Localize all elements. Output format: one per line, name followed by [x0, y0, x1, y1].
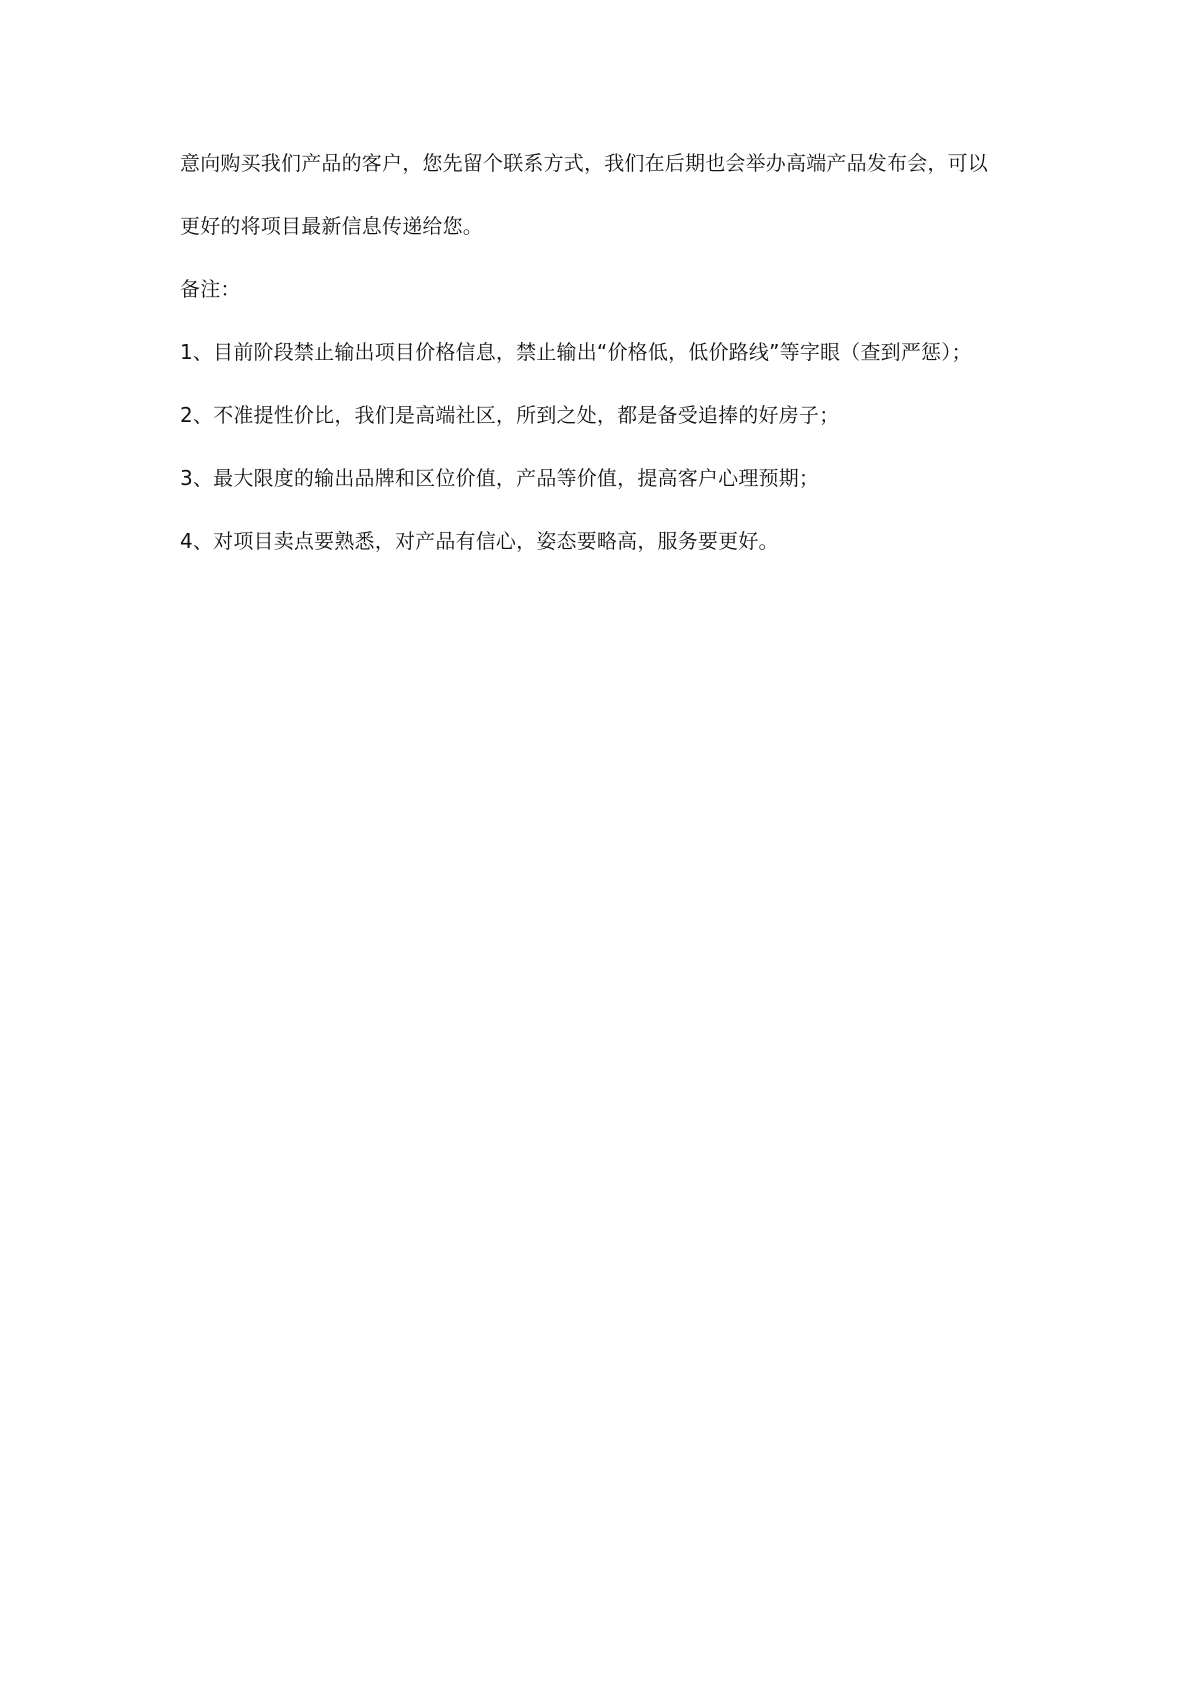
note-item-1: 1、目前阶段禁止输出项目价格信息，禁止输出“价格低，低价路线”等字眼（查到严惩）； [180, 340, 972, 364]
note-item-3: 3、最大限度的输出品牌和区位价值，产品等价值，提高客户心理预期； [180, 466, 820, 490]
intro-line-2: 更好的将项目最新信息传递给您。 [180, 214, 483, 238]
note-item-4: 4、对项目卖点要熟悉，对产品有信心，姿态要略高，服务要更好。 [180, 529, 779, 553]
note-item-2: 2、不准提性价比，我们是高端社区，所到之处，都是备受追捧的好房子； [180, 403, 840, 427]
document-body [180, 150, 1040, 554]
remarks-heading: 备注： [180, 277, 241, 301]
intro-line-1: 意向购买我们产品的客户，您先留个联系方式，我们在后期也会举办高端产品发布会，可以 [180, 151, 988, 175]
